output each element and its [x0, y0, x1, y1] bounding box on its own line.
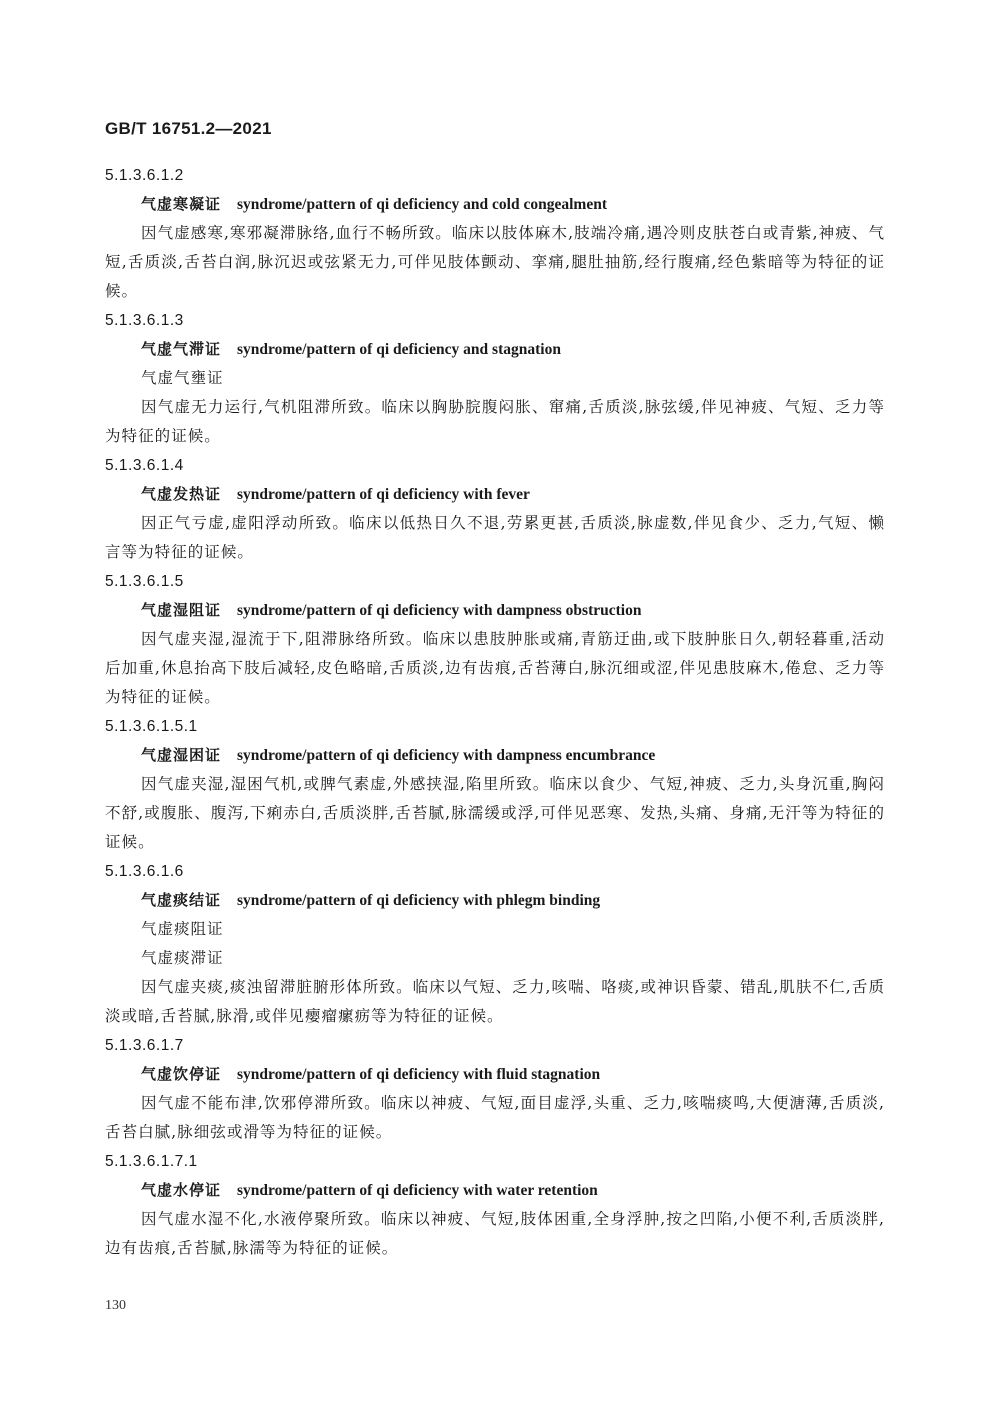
section-number: 5.1.3.6.1.3 [105, 312, 184, 329]
term-entry [105, 1031, 885, 1147]
section-number: 5.1.3.6.1.2 [105, 167, 184, 184]
section-number: 5.1.3.6.1.6 [105, 863, 184, 880]
term-chinese: 气虚气滞证 [141, 340, 222, 358]
term-entry [105, 567, 885, 712]
term-entry [105, 712, 885, 857]
term-synonym: 气虚气壅证 [141, 369, 224, 387]
term-english: syndrome/pattern of qi deficiency with fluid stagnation [237, 1066, 601, 1083]
term-entry [105, 161, 885, 306]
term-definition: 因气虚水湿不化,水液停聚所致。临床以神疲、气短,肢体困重,全身浮肿,按之凹陷,小便不利,舌质淡胖,边有齿痕,舌苔腻,脉濡等为特征的证候。 [105, 1210, 885, 1257]
term-entry [105, 451, 885, 567]
term-heading [105, 480, 885, 509]
term-chinese: 气虚湿困证 [141, 746, 222, 764]
term-entry [105, 306, 885, 451]
term-english: syndrome/pattern of qi deficiency with fever [237, 486, 530, 503]
document-body [105, 161, 885, 1263]
term-english: syndrome/pattern of qi deficiency and cold congealment [237, 196, 607, 213]
section-number: 5.1.3.6.1.5 [105, 573, 184, 590]
term-synonym: 气虚痰滞证 [141, 949, 224, 967]
term-chinese: 气虚寒凝证 [141, 195, 222, 213]
term-entry [105, 857, 885, 1031]
term-english: syndrome/pattern of qi deficiency with water retention [237, 1182, 598, 1199]
term-heading [105, 1060, 885, 1089]
term-chinese: 气虚饮停证 [141, 1065, 222, 1083]
term-heading [105, 741, 885, 770]
term-heading [105, 335, 885, 364]
term-chinese: 气虚痰结证 [141, 891, 222, 909]
page-number: 130 [105, 1298, 126, 1313]
standard-code-header: GB/T 16751.2—2021 [105, 119, 272, 138]
term-definition: 因气虚夹湿,湿困气机,或脾气素虚,外感挟湿,陷里所致。临床以食少、气短,神疲、乏力,头身沉重,胸闷不舒,或腹胀、腹泻,下痢赤白,舌质淡胖,舌苔腻,脉濡缓或浮,可伴见恶寒、发热,头痛、身痛,无汗等为特征的证候。 [105, 775, 885, 851]
term-english: syndrome/pattern of qi deficiency with dampness obstruction [237, 602, 642, 619]
term-english: syndrome/pattern of qi deficiency with dampness encumbrance [237, 747, 656, 764]
term-definition: 因气虚感寒,寒邪凝滞脉络,血行不畅所致。临床以肢体麻木,肢端冷痛,遇冷则皮肤苍白或青紫,神疲、气短,舌质淡,舌苔白润,脉沉迟或弦紧无力,可伴见肢体颤动、挛痛,腿肚抽筋,经行腹痛,经色紫暗等为特征的证候。 [105, 224, 885, 300]
section-number: 5.1.3.6.1.7 [105, 1037, 184, 1054]
section-number: 5.1.3.6.1.5.1 [105, 718, 198, 735]
term-chinese: 气虚发热证 [141, 485, 222, 503]
term-heading [105, 596, 885, 625]
term-heading [105, 1176, 885, 1205]
term-definition: 因气虚无力运行,气机阻滞所致。临床以胸胁脘腹闷胀、窜痛,舌质淡,脉弦缓,伴见神疲、气短、乏力等为特征的证候。 [105, 398, 885, 445]
section-number: 5.1.3.6.1.4 [105, 457, 184, 474]
term-chinese: 气虚湿阻证 [141, 601, 222, 619]
term-definition: 因气虚夹湿,湿流于下,阻滞脉络所致。临床以患肢肿胀或痛,青筋迂曲,或下肢肿胀日久,朝轻暮重,活动后加重,休息抬高下肢后减轻,皮色略暗,舌质淡,边有齿痕,舌苔薄白,脉沉细或涩,伴见患肢麻木,倦怠、乏力等为特征的证候。 [105, 630, 885, 706]
term-synonym: 气虚痰阻证 [141, 920, 224, 938]
term-heading [105, 886, 885, 915]
section-number: 5.1.3.6.1.7.1 [105, 1153, 198, 1170]
term-english: syndrome/pattern of qi deficiency and stagnation [237, 341, 561, 358]
term-entry [105, 1147, 885, 1263]
term-definition: 因正气亏虚,虚阳浮动所致。临床以低热日久不退,劳累更甚,舌质淡,脉虚数,伴见食少、乏力,气短、懒言等为特征的证候。 [105, 514, 885, 561]
term-definition: 因气虚不能布津,饮邪停滞所致。临床以神疲、气短,面目虚浮,头重、乏力,咳喘痰鸣,大便溏薄,舌质淡,舌苔白腻,脉细弦或滑等为特征的证候。 [105, 1094, 885, 1141]
term-heading [105, 190, 885, 219]
term-english: syndrome/pattern of qi deficiency with phlegm binding [237, 892, 601, 909]
term-chinese: 气虚水停证 [141, 1181, 222, 1199]
term-definition: 因气虚夹痰,痰浊留滞脏腑形体所致。临床以气短、乏力,咳喘、咯痰,或神识昏蒙、错乱,肌肤不仁,舌质淡或暗,舌苔腻,脉滑,或伴见瘿瘤瘰疬等为特征的证候。 [105, 978, 885, 1025]
